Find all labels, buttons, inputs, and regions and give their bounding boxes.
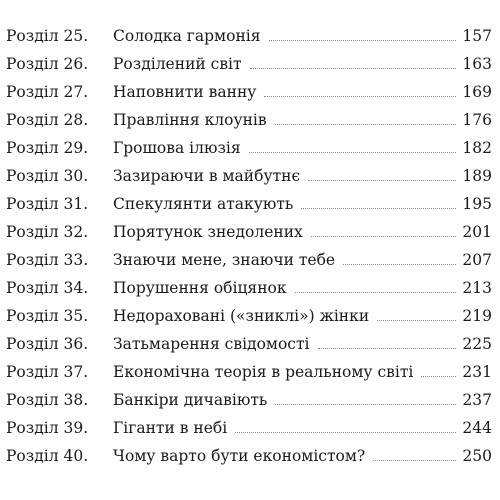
toc-entry [6, 358, 492, 386]
chapter-label: Розділ 30. [6, 167, 89, 185]
chapter-title: Порятунок знедолених [113, 223, 303, 241]
dot-leader [311, 236, 457, 237]
chapter-title: Правління клоунів [113, 111, 267, 129]
page-number: 207 [462, 251, 492, 269]
chapter-title: Порушення обіцянок [113, 279, 287, 297]
chapter-label: Розділ 35. [6, 307, 89, 325]
page-number: 195 [462, 195, 492, 213]
page-number: 176 [462, 111, 492, 129]
dot-leader [343, 264, 456, 265]
chapter-title: Грошова ілюзія [113, 139, 241, 157]
page-number: 163 [462, 55, 492, 73]
chapter-title: Солодка гармонія [113, 27, 261, 45]
chapter-label: Розділ 25. [6, 27, 89, 45]
chapter-label: Розділ 28. [6, 111, 89, 129]
chapter-title: Банкіри дичавіють [113, 391, 268, 409]
toc-entry [6, 106, 492, 134]
dot-leader [308, 180, 456, 181]
chapter-label: Розділ 31. [6, 195, 89, 213]
dot-leader [264, 96, 456, 97]
chapter-title: Економічна теорія в реальному світі [113, 363, 414, 381]
chapter-label: Розділ 32. [6, 223, 89, 241]
page-number: 182 [462, 139, 492, 157]
toc-entry [6, 22, 492, 50]
chapter-title: Гіганти в небі [113, 419, 228, 437]
chapter-title: Знаючи мене, знаючи тебе [113, 251, 336, 269]
page-number: 157 [462, 27, 492, 45]
chapter-label: Розділ 39. [6, 419, 89, 437]
chapter-label: Розділ 26. [6, 55, 89, 73]
toc-entry [6, 78, 492, 106]
dot-leader [250, 68, 457, 69]
page-number: 189 [462, 167, 492, 185]
chapter-label: Розділ 38. [6, 391, 89, 409]
chapter-title: Зазираючи в майбутнє [113, 167, 301, 185]
dot-leader [318, 348, 457, 349]
page-number: 213 [462, 279, 492, 297]
dot-leader [275, 124, 457, 125]
toc-entry [6, 414, 492, 442]
chapter-title: Наповнити ванну [113, 83, 257, 101]
toc-entry [6, 134, 492, 162]
toc-entry [6, 190, 492, 218]
dot-leader [377, 320, 456, 321]
toc-entry [6, 330, 492, 358]
toc-entry [6, 442, 492, 470]
chapter-title: Чому варто бути економістом? [113, 447, 366, 465]
chapter-title: Недораховані («зниклі») жінки [113, 307, 370, 325]
toc-entry [6, 162, 492, 190]
page-number: 219 [462, 307, 492, 325]
page-number: 225 [462, 335, 492, 353]
dot-leader [421, 376, 456, 377]
dot-leader [249, 152, 457, 153]
chapter-label: Розділ 40. [6, 447, 89, 465]
dot-leader [235, 432, 456, 433]
page-number: 250 [462, 447, 492, 465]
chapter-title: Спекулянти атакують [113, 195, 294, 213]
dot-leader [373, 460, 456, 461]
page-number: 169 [462, 83, 492, 101]
page-number: 237 [462, 391, 492, 409]
chapter-label: Розділ 27. [6, 83, 89, 101]
chapter-label: Розділ 36. [6, 335, 89, 353]
toc-entry [6, 218, 492, 246]
dot-leader [301, 208, 456, 209]
chapter-label: Розділ 29. [6, 139, 89, 157]
chapter-label: Розділ 33. [6, 251, 89, 269]
dot-leader [275, 404, 456, 405]
dot-leader [295, 292, 457, 293]
chapter-label: Розділ 37. [6, 363, 89, 381]
chapter-title: Затьмарення свідомості [113, 335, 310, 353]
dot-leader [269, 40, 457, 41]
chapter-label: Розділ 34. [6, 279, 89, 297]
page-number: 244 [462, 419, 492, 437]
toc-entry [6, 50, 492, 78]
toc-entry [6, 246, 492, 274]
toc-entry [6, 302, 492, 330]
toc-entry [6, 386, 492, 414]
page-number: 231 [462, 363, 492, 381]
chapter-title: Розділений світ [113, 55, 242, 73]
page-number: 201 [462, 223, 492, 241]
toc-entry [6, 274, 492, 302]
